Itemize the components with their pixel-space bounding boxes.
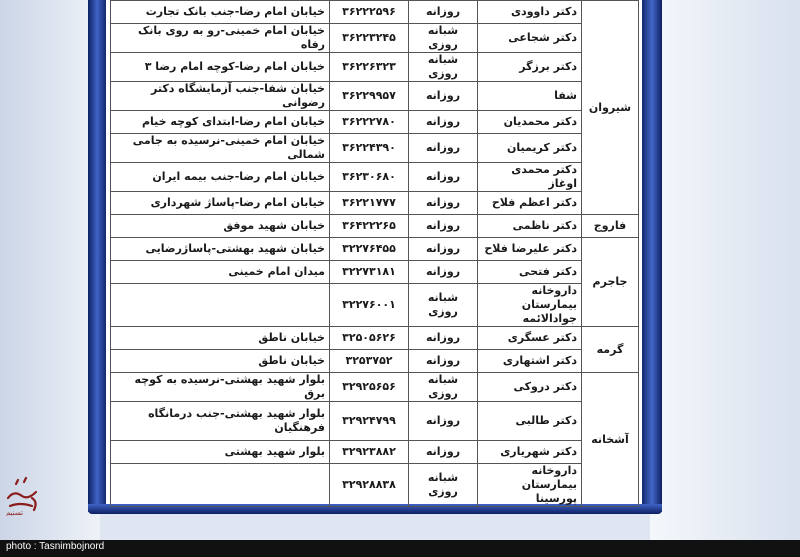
shift-cell: روزانه (409, 402, 478, 441)
pharmacy-name-cell: دکتر طالبی (478, 402, 582, 441)
pharmacy-name-cell: دکتر عسگری (478, 327, 582, 350)
pharmacy-name-cell: دکتر محمدیان (478, 111, 582, 134)
city-cell: گرمه (582, 327, 639, 373)
address-cell: خیابان امام رضا-پاساژ شهرداری (111, 192, 330, 215)
shift-cell: شبانه روزی (409, 284, 478, 327)
phone-cell: ۳۲۲۷۶۴۵۵ (330, 238, 409, 261)
pharmacy-name-cell: دکتر ناظمی (478, 215, 582, 238)
address-cell: خیابان شهید موفق (111, 215, 330, 238)
table-row (111, 261, 639, 284)
phone-cell: ۳۶۴۲۲۲۶۵ (330, 215, 409, 238)
phone-cell: ۳۲۵۰۵۶۲۶ (330, 327, 409, 350)
table-row (111, 327, 639, 350)
city-cell: جاجرم (582, 238, 639, 327)
table-row (111, 163, 639, 192)
pharmacy-name-cell: دکتر برزگر (478, 53, 582, 82)
shift-cell: شبانه روزی (409, 464, 478, 507)
pharmacy-name-cell: شفا (478, 82, 582, 111)
pharmacy-name-cell: دکتر علیرضا فلاح (478, 238, 582, 261)
city-cell: آشخانه (582, 373, 639, 507)
address-cell: خیابان ناطق (111, 350, 330, 373)
shift-cell: روزانه (409, 134, 478, 163)
shift-cell: روزانه (409, 261, 478, 284)
shift-cell: روزانه (409, 327, 478, 350)
shift-cell: روزانه (409, 163, 478, 192)
address-cell: بلوار شهید بهشتی (111, 441, 330, 464)
phone-cell: ۳۲۲۷۶۰۰۱ (330, 284, 409, 327)
pharmacy-name-cell: دکتر شجاعی (478, 24, 582, 53)
phone-cell: ۳۶۲۲۱۷۷۷ (330, 192, 409, 215)
right-background (650, 0, 800, 540)
tasnim-logo-icon (2, 468, 44, 516)
pharmacy-name-cell: دکتر اعظم فلاح (478, 192, 582, 215)
pharmacy-name-cell: داروخانه بیمارستان جوادالائمه (478, 284, 582, 327)
shift-cell: شبانه روزی (409, 53, 478, 82)
photo-credit: photo : Tasnimbojnord (6, 541, 105, 552)
address-cell: میدان امام خمینی (111, 261, 330, 284)
table-row (111, 111, 639, 134)
phone-cell: ۳۶۲۲۲۷۸۰ (330, 111, 409, 134)
shift-cell: روزانه (409, 350, 478, 373)
pharmacy-name-cell: دکتر شهریاری (478, 441, 582, 464)
phone-cell: ۳۲۹۲۴۷۹۹ (330, 402, 409, 441)
table-row (111, 134, 639, 163)
address-cell: خیابان امام خمینی-رو به روی بانک رفاه (111, 24, 330, 53)
shift-cell: روزانه (409, 192, 478, 215)
address-cell: بلوار شهید بهشتی-جنب درمانگاه فرهنگیان (111, 402, 330, 441)
shift-cell: روزانه (409, 111, 478, 134)
address-cell: خیابان امام رضا-کوچه امام رضا ۳ (111, 53, 330, 82)
address-cell: خیابان امام رضا-ابتدای کوچه خیام (111, 111, 330, 134)
city-cell: شیروان (582, 1, 639, 215)
address-cell: خیابان ناطق (111, 327, 330, 350)
phone-cell: ۳۲۹۲۸۸۳۸ (330, 464, 409, 507)
left-blue-frame (88, 0, 106, 512)
phone-cell: ۳۲۲۷۳۱۸۱ (330, 261, 409, 284)
shift-cell: شبانه روزی (409, 24, 478, 53)
pharmacy-name-cell: دکتر محمدی اوغاز (478, 163, 582, 192)
shift-cell: روزانه (409, 238, 478, 261)
pharmacy-table-container (110, 0, 639, 505)
pharmacy-name-cell: دکتر اشتهاری (478, 350, 582, 373)
table-row (111, 238, 639, 261)
credit-bar (0, 540, 800, 557)
table-row (111, 53, 639, 82)
table-row (111, 284, 639, 327)
phone-cell: ۳۶۲۲۶۳۲۳ (330, 53, 409, 82)
right-blue-frame (642, 0, 662, 512)
phone-cell: ۳۶۲۲۳۲۴۵ (330, 24, 409, 53)
shift-cell: شبانه روزی (409, 373, 478, 402)
shift-cell: روزانه (409, 82, 478, 111)
table-row (111, 402, 639, 441)
table-row (111, 464, 639, 507)
phone-cell: ۳۶۲۲۴۳۹۰ (330, 134, 409, 163)
table-row (111, 373, 639, 402)
address-cell: خیابان شهید بهشتی-پاساژرضایی (111, 238, 330, 261)
table-row (111, 24, 639, 53)
address-cell: خیابان امام رضا-جنب بیمه ایران (111, 163, 330, 192)
pharmacy-name-cell: دکتر فتحی (478, 261, 582, 284)
table-body (111, 1, 639, 507)
pharmacy-name-cell: دکتر داوودی (478, 1, 582, 24)
table-row (111, 192, 639, 215)
address-cell: خیابان امام خمینی-نرسیده به جامی شمالی (111, 134, 330, 163)
phone-cell: ۳۲۵۳۷۵۲ (330, 350, 409, 373)
watermark-text: تسنیم (6, 509, 24, 516)
shift-cell: روزانه (409, 215, 478, 238)
table-row (111, 350, 639, 373)
pharmacy-name-cell: دکتر کریمیان (478, 134, 582, 163)
left-background (0, 0, 100, 540)
phone-cell: ۳۶۲۳۰۶۸۰ (330, 163, 409, 192)
phone-cell: ۳۶۲۲۹۹۵۷ (330, 82, 409, 111)
shift-cell: روزانه (409, 1, 478, 24)
pharmacy-name-cell: دکتر دروکی (478, 373, 582, 402)
address-cell: خیابان شفا-جنب آزمایشگاه دکتر رضوانی (111, 82, 330, 111)
table-row (111, 441, 639, 464)
shift-cell: روزانه (409, 441, 478, 464)
table-row (111, 1, 639, 24)
phone-cell: ۳۲۹۲۵۶۵۶ (330, 373, 409, 402)
phone-cell: ۳۲۹۲۳۸۸۲ (330, 441, 409, 464)
phone-cell: ۳۶۲۲۲۵۹۶ (330, 1, 409, 24)
address-cell (111, 464, 330, 507)
table-row (111, 82, 639, 111)
pharmacy-name-cell: داروخانه بیمارستان پورسینا (478, 464, 582, 507)
address-cell: بلوار شهید بهشتی-نرسیده به کوچه برق (111, 373, 330, 402)
pharmacy-schedule-table (110, 0, 639, 507)
table-row (111, 215, 639, 238)
address-cell (111, 284, 330, 327)
city-cell: فاروج (582, 215, 639, 238)
address-cell: خیابان امام رضا-جنب بانک تجارت (111, 1, 330, 24)
